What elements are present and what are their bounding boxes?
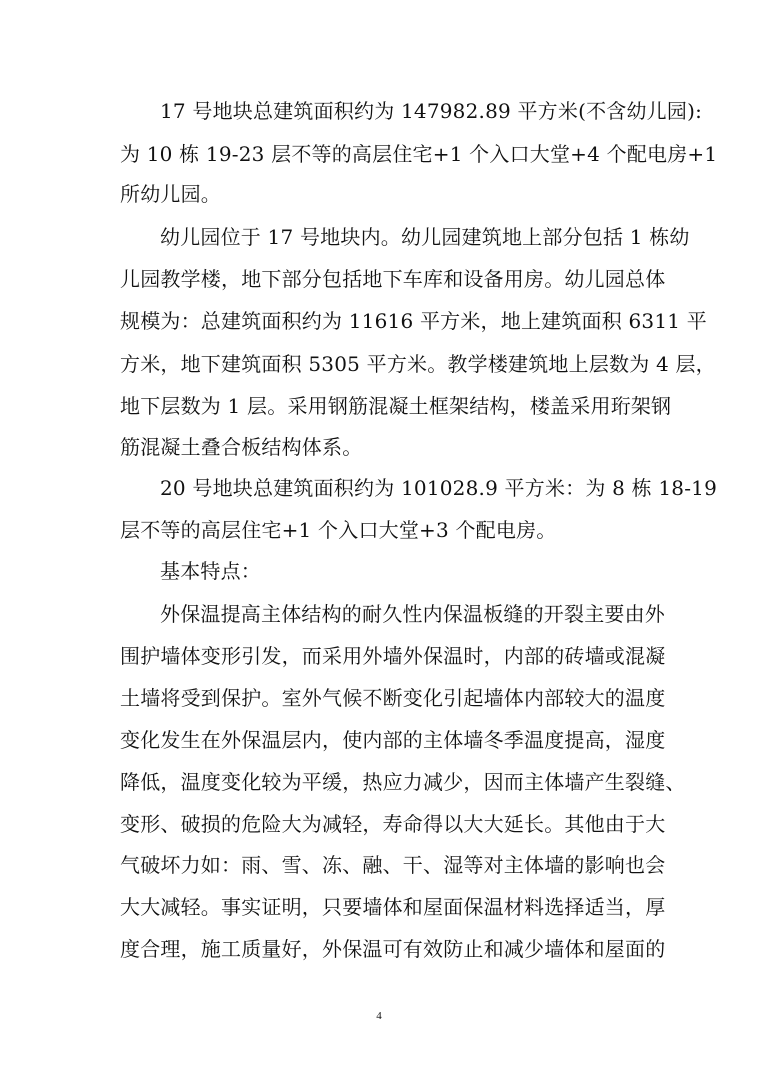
text-line: 20 号地块总建筑面积约为 101028.9 平方米：为 8 栋 18-19 (160, 476, 718, 500)
text-line: 围护墙体变形引发，而采用外墙外保温时，内部的砖墙或混凝 (120, 644, 666, 668)
text-line: 降低，温度变化较为平缓，热应力减少，因而主体墙产生裂缝、 (120, 770, 686, 794)
section-label: 基本特点： (160, 559, 261, 583)
text-line: 气破坏力如：雨、雪、冻、融、干、湿等对主体墙的影响也会 (120, 853, 666, 877)
text-line: 所幼儿园。 (120, 182, 221, 206)
text-line: 为 10 栋 19-23 层不等的高层住宅+1 个入口大堂+4 个配电房+1 (120, 142, 718, 166)
text-line: 方米，地下建筑面积 5305 平方米。教学楼建筑地上层数为 4 层， (120, 352, 716, 376)
page-number: 4 (376, 1010, 382, 1022)
text-line: 外保温提高主体结构的耐久性内保温板缝的开裂主要由外 (160, 602, 665, 626)
text-line: 土墙将受到保护。室外气候不断变化引起墙体内部较大的温度 (120, 686, 666, 710)
text-line: 变形、破损的危险大为减轻，寿命得以大大延长。其他由于大 (120, 812, 666, 836)
text-line: 层不等的高层住宅+1 个入口大堂+3 个配电房。 (120, 518, 557, 542)
text-line: 变化发生在外保温层内，使内部的主体墙冬季温度提高，湿度 (120, 728, 666, 752)
text-line: 17 号地块总建筑面积约为 147982.89 平方米(不含幼儿园): (160, 99, 703, 123)
text-line: 大大减轻。事实证明，只要墙体和屋面保温材料选择适当，厚 (120, 895, 666, 919)
text-line: 幼儿园位于 17 号地块内。幼儿园建筑地上部分包括 1 栋幼 (160, 225, 690, 249)
text-line: 筋混凝土叠合板结构体系。 (120, 435, 363, 459)
text-line: 地下层数为 1 层。采用钢筋混凝土框架结构，楼盖采用珩架钢 (120, 394, 672, 418)
text-line: 度合理，施工质量好，外保温可有效防止和减少墙体和屋面的 (120, 937, 666, 961)
text-line: 儿园教学楼，地下部分包括地下车库和设备用房。幼儿园总体 (120, 267, 666, 291)
text-line: 规模为：总建筑面积约为 11616 平方米，地上建筑面积 6311 平 (120, 309, 707, 333)
